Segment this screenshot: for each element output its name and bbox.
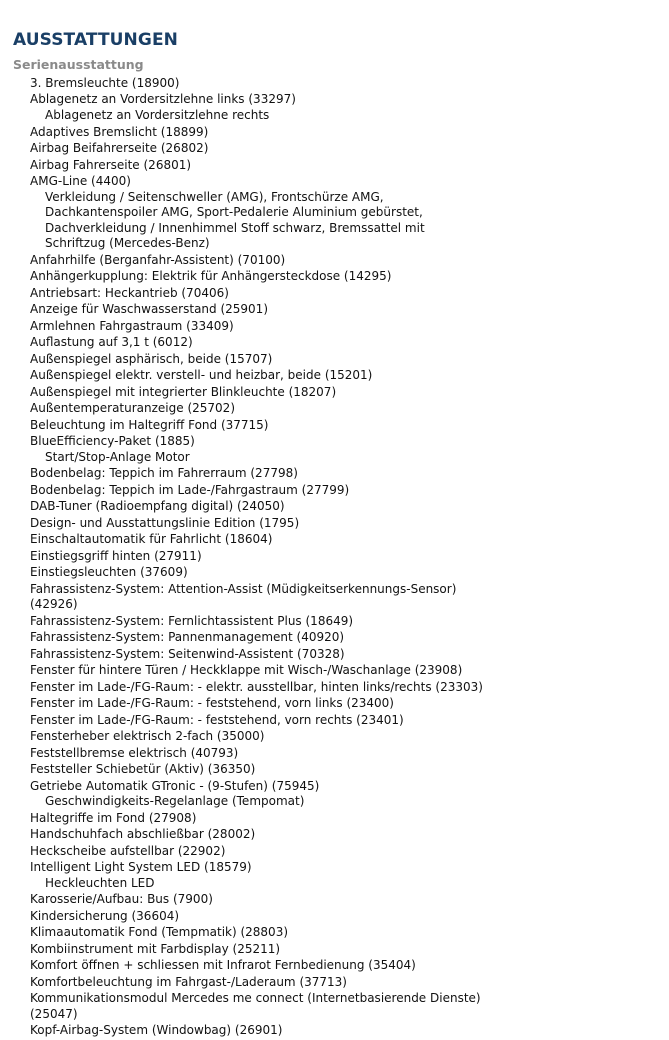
item-label: Bodenbelag: Teppich im Fahrerraum (27798): [30, 466, 298, 481]
list-item: [30, 762, 500, 778]
list-item: [30, 827, 500, 843]
sub-list-item: Geschwindigkeits-Regelanlage (Tempomat): [45, 794, 305, 809]
list-item: [30, 958, 500, 974]
list-item: [30, 811, 500, 827]
item-label: Kommunikationsmodul Mercedes me connect (Internetbasierende Dienste) (25047): [30, 991, 481, 1021]
item-label: Einschaltautomatik für Fahrlicht (18604): [30, 532, 273, 547]
list-item: [30, 418, 500, 434]
list-item: [30, 713, 500, 729]
list-item: [30, 630, 500, 646]
list-item: [30, 532, 500, 548]
item-label: Heckscheibe aufstellbar (22902): [30, 843, 226, 858]
list-item: [30, 892, 500, 908]
item-label: Kombiinstrument mit Farbdisplay (25211): [30, 941, 281, 956]
item-label: Airbag Beifahrerseite (26802): [30, 141, 209, 156]
list-item: [30, 844, 500, 860]
list-item: [30, 434, 500, 465]
equipment-section: [13, 30, 663, 1040]
list-item: [30, 565, 500, 581]
list-item: [30, 680, 500, 696]
item-label: Feststellbremse elektrisch (40793): [30, 745, 239, 760]
list-item: [30, 466, 500, 482]
item-label: Komfort öffnen + schliessen mit Infrarot Fernbedienung (35404): [30, 958, 416, 973]
list-item: [30, 549, 500, 565]
item-label: Klimaautomatik Fond (Tempmatik) (28803): [30, 925, 289, 940]
item-label: Armlehnen Fahrgastraum (33409): [30, 318, 234, 333]
item-label: Anhängerkupplung: Elektrik für Anhängersteckdose (14295): [30, 269, 392, 284]
item-label: Getriebe Automatik GTronic - (9-Stufen) (75945): [30, 778, 320, 793]
list-item: [30, 516, 500, 532]
subsection-title: Serienausstattung: [13, 57, 144, 72]
list-item: [30, 614, 500, 630]
item-label: Einstiegsleuchten (37609): [30, 565, 188, 580]
section-title: AUSSTATTUNGEN: [13, 30, 178, 50]
item-label: Fahrassistenz-System: Pannenmanagement (40920): [30, 630, 345, 645]
sub-list-item: Heckleuchten LED: [45, 875, 155, 890]
sub-list-item: Verkleidung / Seitenschweller (AMG), Frontschürze AMG, Dachkantenspoiler AMG, Sport-Pedalerie Aluminium gebürstet, Dachverkleidung / Innenhimmel Stoff schwarz, Bremssattel mit Schriftzug (Mercedes-Benz): [45, 189, 425, 251]
item-label: Handschuhfach abschließbar (28002): [30, 827, 256, 842]
item-label: Außenspiegel elektr. verstell- und heizbar, beide (15201): [30, 368, 373, 383]
item-label: Fensterheber elektrisch 2-fach (35000): [30, 729, 265, 744]
sub-list-item: Ablagenetz an Vordersitzlehne rechts: [45, 108, 270, 123]
item-label: Komfortbeleuchtung im Fahrgast-/Laderaum (37713): [30, 974, 347, 989]
item-label: Fenster im Lade-/FG-Raum: - feststehend, vorn links (23400): [30, 696, 394, 711]
list-item: [30, 92, 500, 123]
list-item: [30, 125, 500, 141]
item-label: BlueEfficiency-Paket (1885): [30, 434, 195, 449]
item-label: Anzeige für Waschwasserstand (25901): [30, 302, 269, 317]
list-item: [30, 158, 500, 174]
sub-list: [30, 876, 500, 892]
list-item: [30, 499, 500, 515]
item-label: Außentemperaturanzeige (25702): [30, 401, 235, 416]
sub-list: [30, 794, 500, 810]
list-item: [30, 335, 500, 351]
item-label: Adaptives Bremslicht (18899): [30, 124, 209, 139]
list-item: [30, 746, 500, 762]
list-item: [30, 925, 500, 941]
item-label: Feststeller Schiebetür (Aktiv) (36350): [30, 762, 256, 777]
list-item: [30, 483, 500, 499]
list-item: [30, 975, 500, 991]
list-item: [30, 942, 500, 958]
item-label: Antriebsart: Heckantrieb (70406): [30, 285, 229, 300]
sub-list: [30, 450, 500, 466]
item-label: Fahrassistenz-System: Fernlichtassistent Plus (18649): [30, 613, 354, 628]
list-item: [30, 909, 500, 925]
list-item: [30, 76, 500, 92]
list-item: [30, 368, 500, 384]
item-label: Auflastung auf 3,1 t (6012): [30, 335, 193, 350]
item-label: Airbag Fahrerseite (26801): [30, 157, 192, 172]
list-item: [30, 385, 500, 401]
list-item: [30, 663, 500, 679]
item-label: Bodenbelag: Teppich im Lade-/Fahrgastraum (27799): [30, 482, 350, 497]
list-item: [30, 319, 500, 335]
item-label: Außenspiegel mit integrierter Blinkleuchte (18207): [30, 384, 337, 399]
sub-list: [30, 190, 500, 252]
list-item: [30, 174, 500, 252]
item-label: Karosserie/Aufbau: Bus (7900): [30, 892, 213, 907]
item-label: Fahrassistenz-System: Attention-Assist (Müdigkeitserkennungs-Sensor) (42926): [30, 581, 457, 612]
list-item: [30, 269, 500, 285]
item-label: Kindersicherung (36604): [30, 908, 180, 923]
item-label: Fenster im Lade-/FG-Raum: - elektr. ausstellbar, hinten links/rechts (23303): [30, 679, 483, 694]
list-item: [30, 141, 500, 157]
item-label: Einstiegsgriff hinten (27911): [30, 548, 202, 563]
list-item: [30, 302, 500, 318]
list-item: [30, 729, 500, 745]
item-label: Design- und Ausstattungslinie Edition (1795): [30, 515, 300, 530]
item-label: Intelligent Light System LED (18579): [30, 860, 252, 875]
sub-list: [30, 108, 500, 124]
item-label: Fenster im Lade-/FG-Raum: - feststehend, vorn rechts (23401): [30, 712, 404, 727]
equipment-list: [13, 76, 663, 1039]
list-item: [30, 860, 500, 891]
list-item: [30, 647, 500, 663]
item-label: 3. Bremsleuchte (18900): [30, 76, 180, 90]
list-item: [30, 286, 500, 302]
item-label: Kopf-Airbag-System (Windowbag) (26901): [30, 1023, 283, 1038]
list-item: [30, 991, 500, 1022]
item-label: Fahrassistenz-System: Seitenwind-Assistent (70328): [30, 646, 345, 661]
list-item: [30, 696, 500, 712]
sub-list-item: Start/Stop-Anlage Motor: [45, 449, 190, 464]
list-item: [30, 582, 500, 613]
item-label: Anfahrhilfe (Berganfahr-Assistent) (70100): [30, 252, 286, 267]
item-label: Ablagenetz an Vordersitzlehne links (33297): [30, 92, 296, 107]
item-label: AMG-Line (4400): [30, 174, 131, 189]
item-label: Haltegriffe im Fond (27908): [30, 810, 197, 825]
list-item: [30, 1023, 500, 1039]
list-item: [30, 401, 500, 417]
item-label: Beleuchtung im Haltegriff Fond (37715): [30, 417, 269, 432]
list-item: [30, 352, 500, 368]
list-item: [30, 779, 500, 810]
list-item: [30, 253, 500, 269]
item-label: Fenster für hintere Türen / Heckklappe mit Wisch-/Waschanlage (23908): [30, 663, 463, 678]
item-label: DAB-Tuner (Radioempfang digital) (24050): [30, 499, 285, 514]
item-label: Außenspiegel asphärisch, beide (15707): [30, 351, 273, 366]
